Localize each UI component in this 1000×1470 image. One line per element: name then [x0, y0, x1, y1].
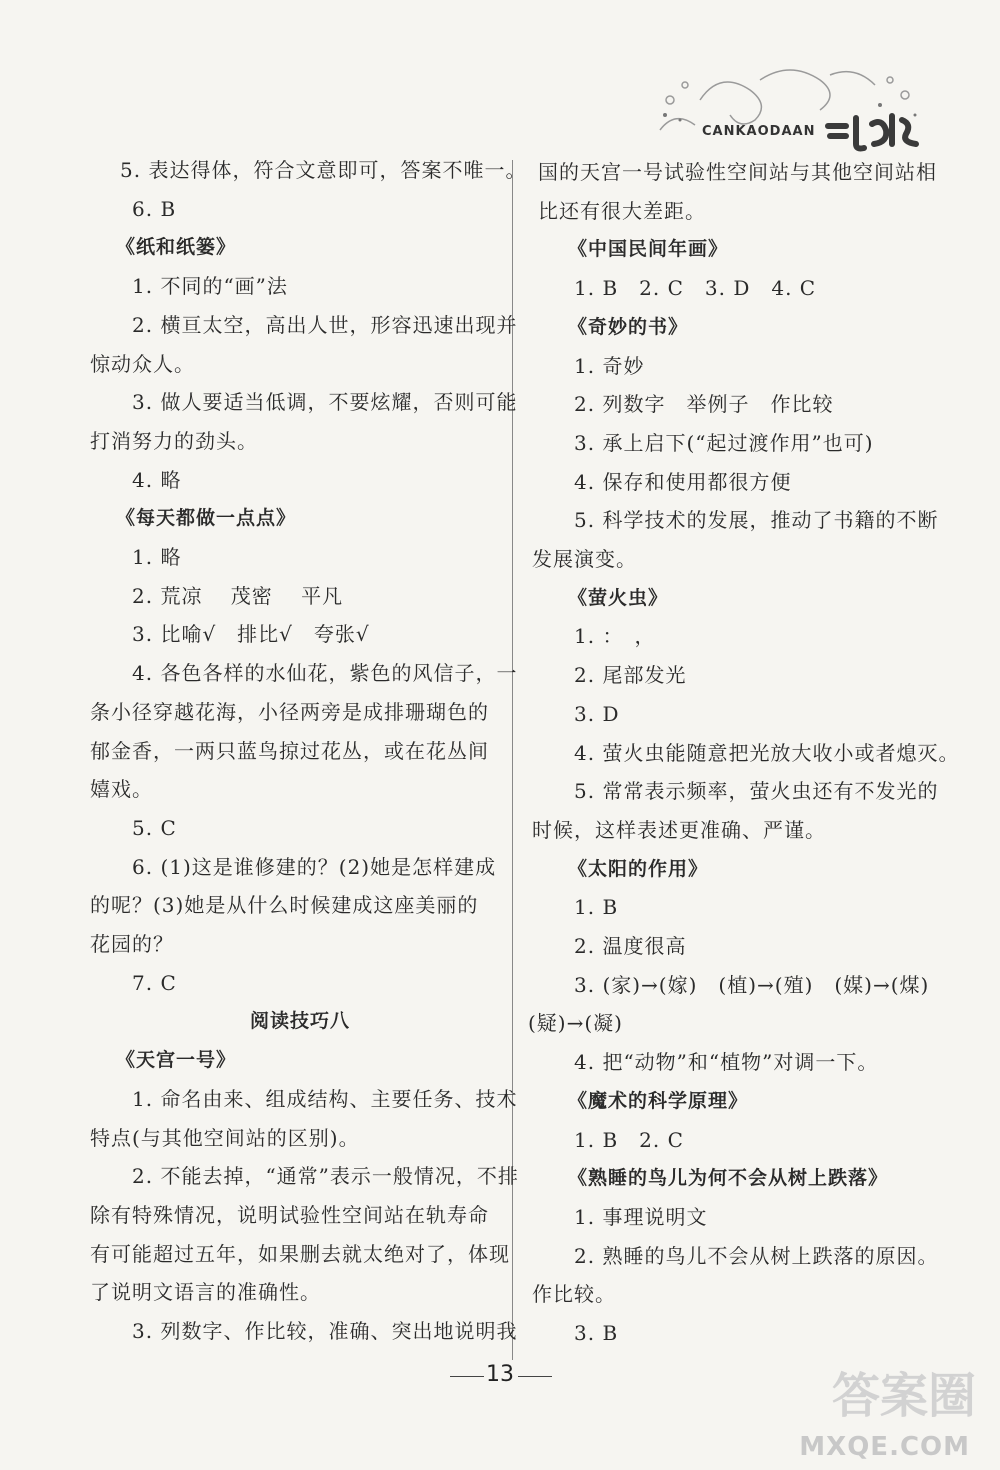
- section-heading: 《天宫一号》: [116, 1049, 237, 1072]
- answer-line: 5. 表达得体，符合文意即可，答案不唯一。: [120, 158, 527, 182]
- section-heading: 《萤火虫》: [568, 586, 669, 609]
- answer-line: 1. 事理说明文: [574, 1204, 708, 1229]
- answer-line: 3. 比喻√ 排比√ 夸张√: [132, 622, 370, 647]
- answer-line: 2. 尾部发光: [574, 663, 687, 688]
- answer-line: 时候，这样表述更准确、严谨。: [532, 817, 826, 842]
- header-logo-icon: [820, 104, 930, 154]
- answer-line: 惊动众人。: [90, 351, 195, 376]
- answer-line: 了说明文语言的准确性。: [90, 1280, 321, 1305]
- answer-line: 比还有很大差距。: [538, 198, 706, 223]
- answer-line: 1. B 2. C 3. D 4. C: [574, 276, 817, 301]
- watermark-logo-text: 答案圈: [831, 1368, 976, 1424]
- answer-line: 3. (家)→(嫁) (植)→(殖) (媒)→(煤): [574, 972, 930, 997]
- answer-line: 2. 温度很高: [574, 934, 687, 958]
- answer-line: 1. ： ，: [574, 624, 656, 649]
- answer-line: 1. 不同的“画”法: [132, 274, 288, 299]
- answer-line: 1. B: [574, 895, 619, 920]
- section-heading: 《熟睡的鸟儿为何不会从树上跌落》: [568, 1167, 889, 1190]
- section-heading: 《太阳的作用》: [568, 857, 709, 880]
- answer-line: 3. 做人要适当低调，不要炫耀，否则可能: [132, 390, 518, 415]
- answer-line: 5. 常常表示频率，萤火虫还有不发光的: [574, 779, 939, 804]
- answer-line: 特点(与其他空间站的区别)。: [90, 1125, 360, 1150]
- section-heading: 《中国民间年画》: [568, 238, 729, 261]
- answer-line: 3. 列数字、作比较，准确、突出地说明我: [132, 1319, 518, 1343]
- answer-line: 4. 各色各样的水仙花，紫色的风信子，一: [132, 661, 518, 686]
- answer-line: 4. 略: [132, 467, 182, 492]
- answer-line: 作比较。: [532, 1282, 616, 1307]
- answer-line: 4. 把“动物”和“植物”对调一下。: [574, 1050, 879, 1075]
- page-number: 13: [486, 1362, 514, 1387]
- answer-line: 7. C: [132, 970, 177, 995]
- answer-line: 6. B: [132, 196, 177, 221]
- answer-line: 6. (1)这是谁修建的？(2)她是怎样建成: [132, 854, 497, 879]
- section-heading: 《奇妙的书》: [568, 315, 689, 338]
- answer-line: 4. 保存和使用都很方便: [574, 469, 792, 494]
- answer-line: 2. 熟睡的鸟儿不会从树上跌落的原因。: [574, 1243, 939, 1268]
- answer-line: 条小径穿越花海，小径两旁是成排珊瑚色的: [90, 699, 489, 724]
- header-brand-text: CANKAODAAN: [702, 124, 816, 139]
- answer-line: (疑)→(凝): [528, 1011, 623, 1036]
- answer-line: 除有特殊情况，说明试验性空间站在轨寿命: [90, 1202, 489, 1227]
- answer-line: 2. 横亘太空，高出人世，形容迅速出现并: [132, 312, 518, 337]
- answer-line: 2. 荒凉 茂密 平凡: [132, 583, 344, 608]
- answer-line: 1. 奇妙: [574, 353, 645, 378]
- answer-line: 打消努力的劲头。: [90, 428, 258, 453]
- answer-line: 国的天宫一号试验性空间站与其他空间站相: [538, 160, 937, 184]
- answer-line: 的呢？(3)她是从什么时候建成这座美丽的: [90, 893, 479, 918]
- answer-line: 3. D: [574, 701, 620, 726]
- answer-line: 郁金香，一两只蓝鸟掠过花丛，或在花丛间: [90, 738, 489, 763]
- answer-line: 有可能超过五年，如果删去就太绝对了，体现: [90, 1241, 510, 1266]
- section-heading: 《纸和纸篓》: [116, 236, 237, 259]
- answer-line: 嬉戏。: [90, 777, 153, 802]
- section-heading: 《每天都做一点点》: [116, 507, 297, 530]
- watermark-url: MXQE.COM: [799, 1432, 970, 1462]
- answer-line: 1. 略: [132, 545, 182, 569]
- answer-line: 5. 科学技术的发展，推动了书籍的不断: [574, 508, 939, 533]
- answer-line: 2. 不能去掉，“通常”表示一般情况，不排: [132, 1164, 519, 1189]
- answer-line: 5. C: [132, 815, 177, 840]
- answer-line: 2. 列数字 举例子 作比较: [574, 392, 834, 417]
- answer-line: 发展演变。: [532, 547, 637, 571]
- answer-line: 花园的？: [90, 932, 174, 956]
- answer-line: 4. 萤火虫能随意把光放大收小或者熄灭。: [574, 740, 960, 765]
- answer-line: 3. B: [574, 1321, 619, 1345]
- footer-dash-right: [518, 1376, 552, 1377]
- section-heading: 阅读技巧八: [249, 1010, 350, 1033]
- answer-line: 3. 承上启下(“起过渡作用”也可): [574, 430, 874, 455]
- section-heading: 《魔术的科学原理》: [568, 1089, 749, 1112]
- answer-line: 1. B 2. C: [574, 1127, 684, 1152]
- answer-line: 1. 命名由来、组成结构、主要任务、技术: [132, 1086, 518, 1111]
